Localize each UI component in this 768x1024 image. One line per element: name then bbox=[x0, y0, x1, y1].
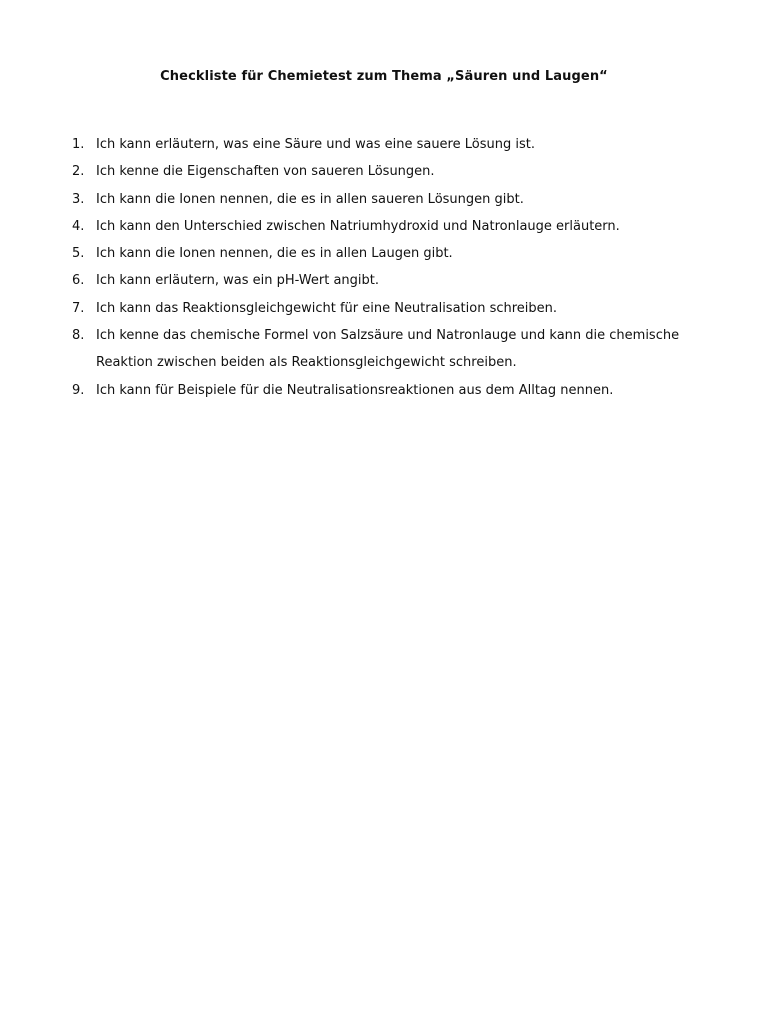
item-number: 7. bbox=[72, 300, 85, 316]
item-text-line: Ich kenne die Eigenschaften von saueren Lösungen. bbox=[96, 164, 435, 180]
list-item bbox=[72, 322, 712, 377]
list-item bbox=[72, 240, 712, 267]
item-text-line: Ich kann die Ionen nennen, die es in allen Laugen gibt. bbox=[96, 246, 453, 262]
item-text-line: Ich kann erläutern, was eine Säure und was eine sauere Lösung ist. bbox=[96, 137, 535, 152]
item-text bbox=[96, 267, 712, 294]
item-text-line: Ich kann die Ionen nennen, die es in allen saueren Lösungen gibt. bbox=[96, 191, 524, 207]
item-text bbox=[96, 377, 712, 404]
page-title: Checkliste für Chemietest zum Thema „Säuren und Laugen“ bbox=[160, 69, 608, 84]
item-text bbox=[96, 131, 712, 158]
item-text bbox=[96, 295, 712, 322]
item-text-line: Reaktion zwischen beiden als Reaktionsgleichgewicht schreiben. bbox=[96, 355, 517, 371]
item-text bbox=[96, 240, 712, 267]
item-text bbox=[96, 322, 712, 377]
item-text-line: Ich kann erläutern, was ein pH-Wert angibt. bbox=[96, 273, 379, 289]
item-text bbox=[96, 213, 712, 240]
item-text bbox=[96, 186, 712, 213]
item-number: 8. bbox=[72, 328, 85, 344]
item-number: 2. bbox=[72, 164, 85, 180]
item-number: 6. bbox=[72, 273, 85, 289]
list-item bbox=[72, 267, 712, 294]
item-number: 4. bbox=[72, 218, 85, 234]
list-item bbox=[72, 295, 712, 322]
list-item bbox=[72, 377, 712, 404]
list-item bbox=[72, 186, 712, 213]
list-item bbox=[72, 158, 712, 185]
item-text-line: Ich kann für Beispiele für die Neutralisationsreaktionen aus dem Alltag nennen. bbox=[96, 382, 614, 398]
list-item bbox=[72, 131, 712, 158]
list-item bbox=[72, 213, 712, 240]
item-number: 9. bbox=[72, 382, 85, 398]
checklist bbox=[72, 131, 712, 404]
item-number: 3. bbox=[72, 191, 85, 207]
item-text-line: Ich kann das Reaktionsgleichgewicht für eine Neutralisation schreiben. bbox=[96, 300, 558, 316]
item-text bbox=[96, 158, 712, 185]
item-number: 1. bbox=[72, 137, 85, 152]
item-text-line: Ich kann den Unterschied zwischen Natriumhydroxid und Natronlauge erläutern. bbox=[96, 218, 620, 234]
item-number: 5. bbox=[72, 246, 85, 262]
item-text-line: Ich kenne das chemische Formel von Salzsäure und Natronlauge und kann die chemische bbox=[96, 328, 680, 344]
